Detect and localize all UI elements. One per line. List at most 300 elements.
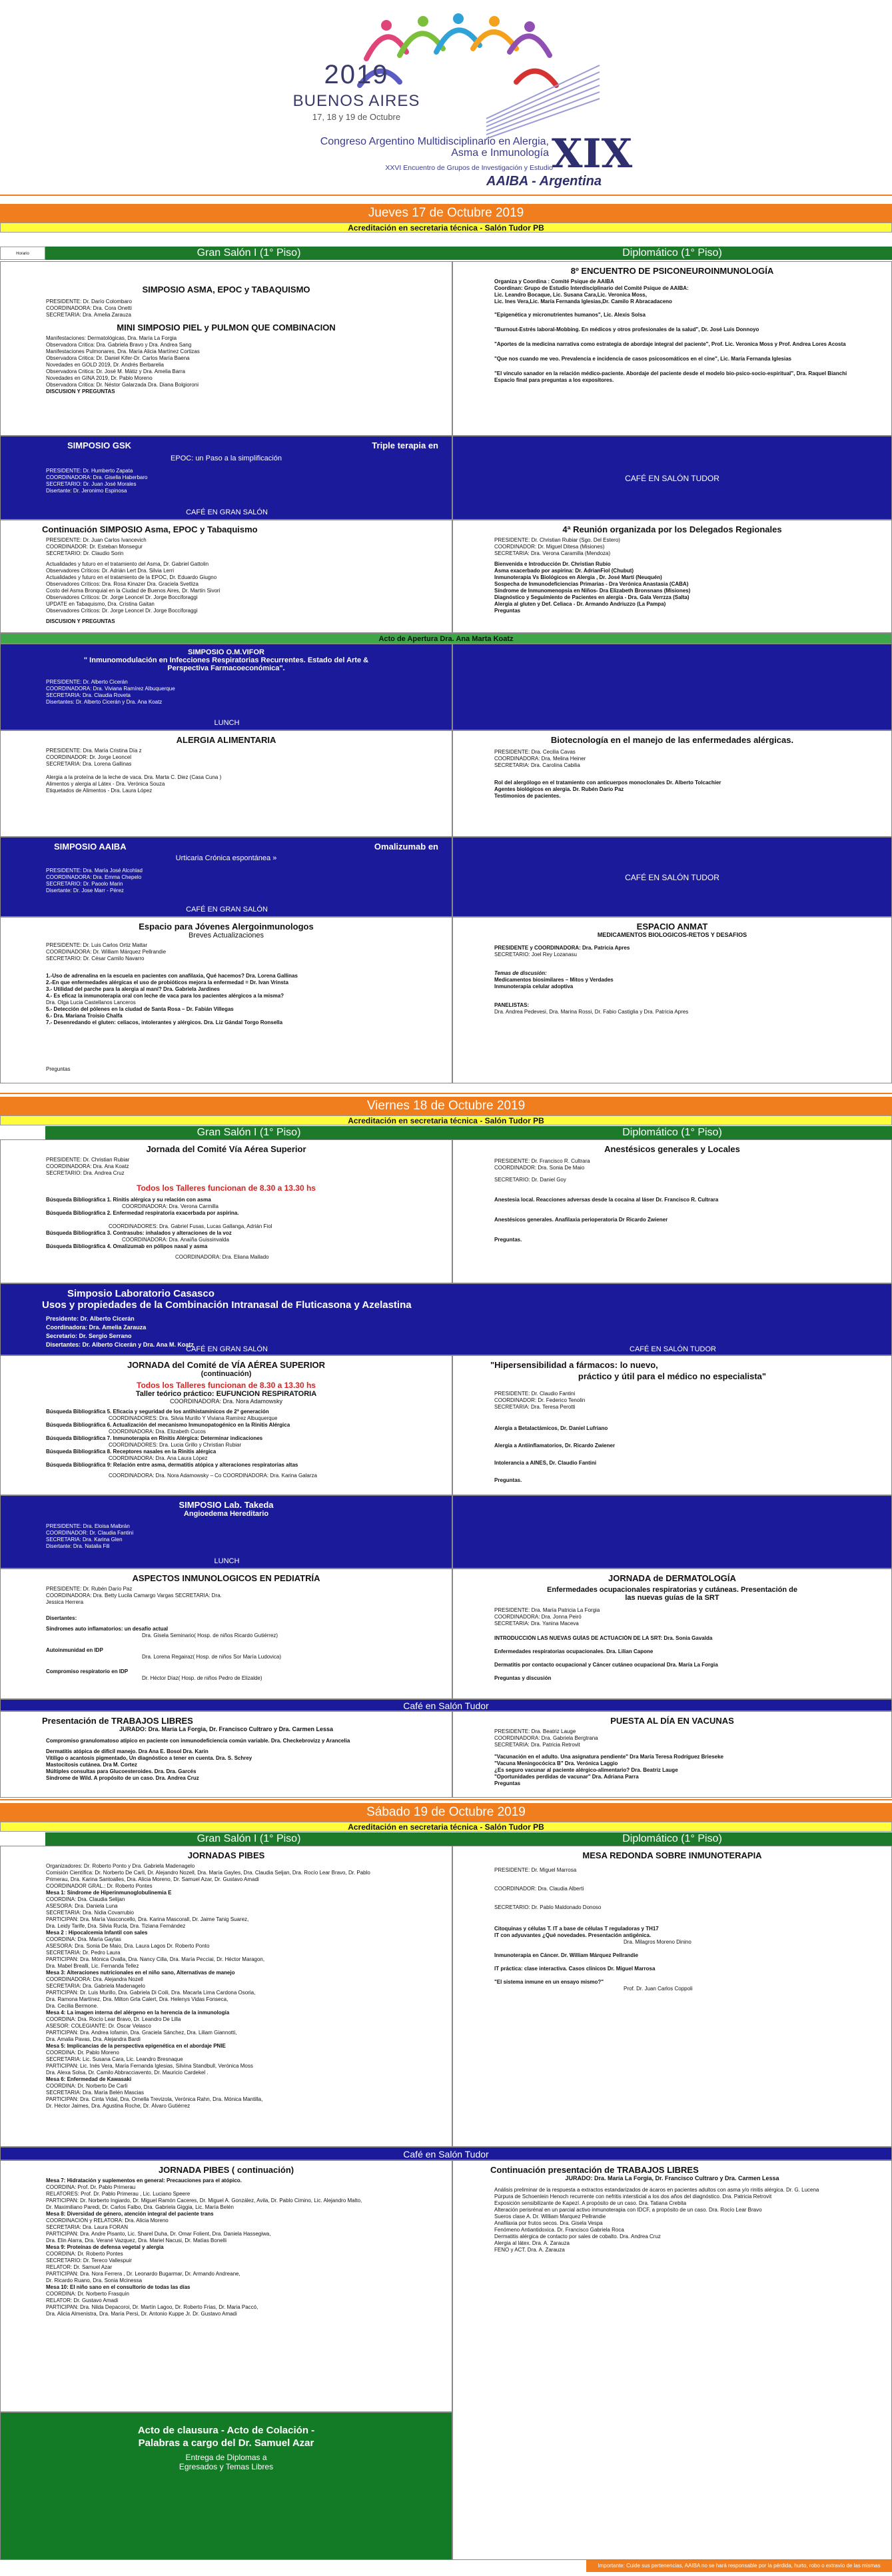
section-title: 4ª Reunión organizada por los Delegados Regionales [562, 524, 782, 534]
line: Compromiso granulomatoso atípico en paciente con inmunodeficiencia común variable. Dra. Checkebrovizz y Arancelia [46, 1738, 350, 1744]
line: Dra. Alexa Solsa, Dr. Camilo Abbracciavento, Dr. Mauricio Cardekel . [46, 2070, 209, 2076]
line: SECRETARIO: Dr. César Camilo Navarro [46, 956, 145, 962]
line: ASESORA: Dra. Daniela Luna [46, 1903, 118, 1909]
line: Síndromes auto inflamatorios: un desafío actual [46, 1626, 169, 1632]
line: Exposición sensibilizante de Kapezí. A propósito de un caso. Dra. Tatiana Crebita [494, 2200, 687, 2206]
sat-clausura-block [0, 2412, 452, 2560]
line: Dra. Cecilia Bermone. [46, 2003, 99, 2009]
line: SECRETARIA: Dra. Teresa Perotti [494, 1404, 576, 1410]
line: Dra. Mabel Brealli, Lic. Fernanda Tellez [46, 1963, 139, 1969]
line: SECRETARIA: Dra. Yanina Maceva [494, 1620, 579, 1626]
line: PRESIDENTE: Dra. Cecilia Cavas [494, 749, 576, 755]
gran-salon-header: Gran Salón I (1° Piso) [45, 247, 452, 260]
line: PRESIDENTE: Dr. Darío Colombaro [46, 299, 132, 305]
line: COORDINADOR: Dr. Miguel Ditesa (Misiones) [494, 544, 605, 550]
line: PRESIDENTE: Dr. Luis Carlos Ortiz Mattar [46, 942, 148, 948]
section-title: Omalizumab en [374, 842, 438, 852]
line: SECRETARIA: Dra. Lorena Gallinas [46, 761, 132, 767]
line: Entrega de Diplomas a [185, 2453, 267, 2462]
line: INTRODUCCIÓN LAS NUEVAS GUÍAS DE ACTUACIÓN DE LA SRT: Dra. Sonia Gavalda [494, 1635, 713, 1641]
city: BUENOS AIRES [292, 92, 420, 110]
line: Inmunoterapia Vs Biológicos en Alergia , Dr. José Martí (Neuquén) [494, 574, 662, 580]
taller-title: Taller teórico práctico: EUFUNCION RESPIRATORIA [135, 1390, 317, 1398]
fri-casasco-block [0, 1283, 892, 1355]
line: Fenómeno Antiantidoxica. Dr. Francisco Gabriela Roca [494, 2227, 624, 2233]
libres-lines [490, 2187, 891, 2254]
line: COORDINADOR GRAL.: Dr. Roberto Pontes [46, 1883, 153, 1889]
line: Búsqueda Bibliográfica 3. Contrasubs: inhalados y alteraciones de la voz [46, 1230, 232, 1236]
line: COORDINADORA: Dra. Viviana Ramírez Albuquerque [46, 686, 175, 692]
line: RELATOR: Dr. Samuel Azar [46, 2264, 113, 2270]
line: Diagnóstico y Seguimiento de Pacientes en alergia - Dra. Gala Verrzza (Salta) [494, 594, 689, 600]
line: Púrpura de Schoenlein Henoch recurrente con nefritis intersticial a los dos años del diagnóstico. Dra. Patricia Retrovit [494, 2194, 772, 2200]
line: PRESIDENTE: Dr. Rubén Darío Paz [46, 1586, 133, 1592]
congress-logo [286, 12, 633, 192]
section-title: JORNADA PIBES ( continuación) [158, 2165, 294, 2175]
diplomatico-header: Diplomático (1° Piso) [452, 1126, 892, 1139]
line: Egresados y Temas Libres [179, 2462, 274, 2471]
line: FENO y ACT. Dra. A. Zarauza [494, 2247, 565, 2253]
cafe-label: CAFÉ EN GRAN SALÓN [186, 906, 268, 914]
line: Inmunoterapia celular adoptiva [494, 983, 574, 989]
line: ¿Es seguro vacunar al paciente alérgico-alimentario? Dra. Beatriz Lauge [494, 1767, 678, 1773]
line: Intolerancia a AINES, Dr. Claudio Fantini [494, 1460, 597, 1466]
line: Autoinmunidad en IDP [46, 1647, 103, 1653]
line: PARTICIPAN: Dra. Andrea Iofamin, Dra. Graciela Sánchez, Dra. Liliam Giannotti, [46, 2030, 237, 2036]
line: Alergia al látex. Dra. A. Zarauza [494, 2240, 570, 2246]
divider [0, 1093, 892, 1094]
section-subtitle: MEDICAMENTOS BIOLOGICOS-RETOS Y DESAFIOS [597, 932, 747, 938]
sat-libres2-block [452, 2160, 892, 2560]
fri-pediatria-block [0, 1569, 452, 1699]
line: Observadores Críticos: Dr. Adrián Lert Dra. Silvia Lerri [46, 568, 175, 574]
line: Etiquetados de Alimentos - Dra. Laura López [46, 788, 153, 794]
thu-bio-block [452, 730, 892, 837]
section-title: Presentación de TRABAJOS LIBRES [42, 1716, 193, 1726]
fri-via-aerea-block [0, 1139, 452, 1283]
line: Disertante: Dra. Natalia Fili [46, 1543, 110, 1549]
line: Espacio final para preguntas a los expositores. [494, 377, 614, 383]
line: Sueros clase A. Dr. William Marquez Pellrandie [494, 2214, 606, 2220]
section-title: ESPACIO ANMAT [636, 922, 708, 932]
line: Lic. Leandro Bocaque, Lic. Susana Cara,Lic. Veronica Moss, [494, 292, 647, 298]
accreditation-bar: Acreditación en secretaria técnica - Salón Tudor PB [0, 1822, 892, 1832]
line: Preguntas. [494, 1237, 522, 1243]
section-subtitle: EPOC: un Paso a la simplificación [171, 454, 282, 462]
line: "Vacuna Meningocócica B" Dra. Verónica Laggio [494, 1760, 618, 1766]
lunch-label: LUNCH [214, 1557, 240, 1565]
section-title: Continuación presentación de TRABAJOS LIBRES [490, 2165, 699, 2175]
line: COORDINADORA: Dr. William Márquez Pellrandie [46, 949, 167, 955]
line: Asma exacerbado por aspirina: Dr. AdrianFiol (Chubut) [494, 568, 634, 574]
line: PARTICIPAN: Dr. Norberto Ingiardo, Dr. Miguel Ramón Caceres, Dr. Miguel A. González, Avila, Dr. Pablo Cimino, Lic. Alejandro Malto, [46, 2198, 362, 2204]
thu-vifor-block [0, 644, 452, 730]
line: Dra. Olga Lucia Castellanos Lanceros [46, 999, 136, 1005]
line: 2.-En que enfermedades alérgicas el uso de probióticos mejora la enfermedad = Dr. Ivan Vrinsta [46, 979, 288, 985]
apertura-bar: Acto de Apertura Dra. Ana Marta Koatz [0, 633, 892, 644]
line: SECRETARIO: Dr. Paoolo Marin [46, 881, 123, 887]
section-title: ALERGIA ALIMENTARIA [176, 735, 276, 745]
section-title: Biotecnología en el manejo de las enfermedades alérgicas. [550, 735, 794, 745]
line: "Aportes de la medicina narrativa como estrategia de abordaje integral del paciente", Prof. Lic. Veronica Moss y Prof. Andrea Lores Acosta [494, 341, 846, 347]
thu-asma-block [0, 261, 452, 436]
line: Búsqueda Bibliográfica 6. Actualización del mecanismo Inmunopatogénico en la Rinitis Alérgica [46, 1422, 290, 1428]
line: Agentes biológicos en alergia. Dr. Rubén Darío Paz [494, 786, 624, 792]
line: Observadora Critica: Dr. José M. Mátiz y Dra. Amelia Barra [46, 368, 185, 374]
line: Sospecha de Inmunodeficiencias Primarias - Dra Verónica Anastasia (CABA) [494, 581, 689, 587]
line: Mesa 4: La imagen interna del alérgeno en la herencia de la inmunología [46, 2010, 230, 2016]
time-header: Horario [0, 247, 45, 260]
line: Dra. Amalia Pavas, Dra. Alejandra Bardi [46, 2036, 141, 2042]
line: SECRETARIA: Dra. Karina Glen [46, 1537, 123, 1543]
section-title: SIMPOSIO ASMA, EPOC y TABAQUISMO [142, 285, 310, 295]
line: SECRETARIA: Dra. Nidia Covarrubio [46, 1910, 134, 1916]
line: Alergia a Antiinflamatorios, Dr. Ricardo Zwiener [494, 1443, 616, 1449]
line: Mesa 3: Alteraciones nutricionales en el niño sano, Alternativas de manejo [46, 1970, 235, 1976]
line: COORDINA: Dr. Norberto De Carli [46, 2083, 128, 2089]
line: PRESIDENTE: Dra. Beatriz Lauge [494, 1728, 576, 1734]
line: SECRETARIA: Dr. Pedro Laura [46, 1950, 121, 1956]
line: COORDINADOR: Dr. Jorge Leoncel [46, 754, 132, 760]
line: Lic. Ines Vera,Lic. María Fernanda Iglesias,Dr. Camilo R Abracadaceno [494, 299, 672, 305]
line: COORDINADOR: Dr. Federico Tenolin [494, 1397, 586, 1403]
line: Análisis preliminar de la respuesta a extractos estandarizados de ácaros en pacientes adultos con asma y/o rinitis alérgica. Dr. G. Lucena [494, 2187, 819, 2193]
thu-cafe-tudor: CAFÉ EN SALÓN TUDOR [452, 436, 892, 520]
jurado: JURADO: Dra. María La Forgia, Dr. Francisco Cultraro y Dra. Carmen Lessa [565, 2175, 779, 2182]
line: Bienvenida e Introducción Dr. Christian Rubio [494, 561, 611, 567]
line: Preguntas. [494, 1477, 522, 1483]
line: SECRETARIA: Dra. Verona Caramilla (Mendoza) [494, 550, 611, 556]
divider [0, 195, 892, 196]
line: PARTICIPAN: Dra. Nilda Depacoroi, Dr. Martín Lagoo, Dr. Roberto Frias, Dr. Maria Paccó, [46, 2304, 258, 2310]
fri-lunch-right [452, 1495, 892, 1569]
section-title: Acto de clausura - Acto de Colación - [137, 2425, 315, 2436]
line: PRESIDENTE y COORDINADORA: Dra. Patricia Apres [494, 945, 630, 951]
line: COORDINADORA: Dra. Verona Carmilla [122, 1203, 219, 1209]
line: COORDINADORA: Dra. Alejandra Nozell [46, 1976, 143, 1982]
line: SECRETARIO: Dr. Juan José Morales [46, 481, 137, 487]
line: Mesa 9: Proteínas de defensa vegetal y alergia [46, 2244, 164, 2250]
cafe-label: CAFÉ EN SALÓN TUDOR [630, 1345, 716, 1353]
line: Manifestaciones: Dermatológicas, Dra. María La Forgia [46, 335, 177, 341]
dates: 17, 18 y 19 de Octubre [312, 112, 401, 122]
line: PRESIDENTE: Dra. Eloisa Malbrán [46, 1523, 130, 1529]
section-title: SIMPOSIO AAIBA [54, 842, 127, 852]
line: COORDINADORA: Dra. Elizabeth Cucos [109, 1429, 206, 1435]
section-title: "Hipersensibilidad a fármacos: lo nuevo, [490, 1360, 658, 1370]
section-title: PUESTA AL DÍA EN VACUNAS [610, 1716, 734, 1726]
thu-anmat-block [452, 917, 892, 1083]
line: PRESIDENTE: Dr. Humberto Zapata [46, 468, 133, 474]
line: Preguntas [46, 1066, 71, 1072]
line: Preguntas [494, 608, 521, 614]
line: Observadores Críticos: Dr. Jorge Leoncel Dr. Jorge Bocciforaggi [46, 608, 198, 614]
line: Actualidades y futuro en el tratamiento del Asma, Dr. Gabriel Gattolin [46, 561, 209, 567]
line: Presidente: Dr. Alberto Cicerán [46, 1315, 135, 1322]
accreditation-bar: Acreditación en secretaria técnica - Salón Tudor PB [0, 223, 892, 233]
line: PRESIDENTE: Dr. Claudio Fantini [494, 1391, 576, 1397]
line: SECRETARIA: Dra. Claudia Roveta [46, 692, 131, 698]
line: "El sistema inmune en un ensayo mismo?" [494, 1979, 604, 1985]
line: Mesa 1: Síndrome de Hiperinmunoglobulinemia E [46, 1890, 172, 1896]
line: 6.- Dra. Mariana Troisio Chalfa [46, 1013, 123, 1019]
line: Mesa 2 : Hipocalcemia Infantil con sales [46, 1930, 148, 1936]
line: Citoquinas y células T. IT a base de células T reguladoras y TH17 [494, 1926, 659, 1932]
line: Temas de discusión: [494, 970, 547, 976]
edition-number: XIX [552, 131, 633, 177]
section-title: JORNADAS PIBES [187, 1850, 265, 1860]
line: COORDINADORA: Dra. Anaíña Guissinvalda [122, 1237, 229, 1243]
line: PARTICIPAN: Dra. Mónica Ovalla, Dra. Nancy Cilla, Dra. María Pecciai, Dr. Héctor Maragon, [46, 1956, 265, 1962]
line: Costo del Asma Bronquial en la Ciudad de Buenos Aires, Dr. Martín Sivori [46, 588, 221, 594]
jurado: JURADO: Dra. María La Forgia, Dr. Francisco Cultraro y Dra. Carmen Lessa [119, 1726, 334, 1732]
line: Observadora Critica: Dr. Néstor Galarzada Dra. Diana Bolgioroni [46, 382, 199, 388]
line: "Que nos cuando me veo. Prevalencia e incidencia de casos psicosomáticos en el cine", Lic. María Fernanda Iglesias [494, 356, 791, 362]
line: COORDINADORA: Dra. Ana Koatz [46, 1163, 129, 1169]
section-subtitle: práctico y útil para el médico no especialista" [578, 1371, 767, 1381]
thu-cont-block [0, 520, 452, 633]
line: Múltiples consultas para Glucoesteroides. Dra. Dra. Garcés [46, 1768, 197, 1774]
fri-derma-block [452, 1569, 892, 1699]
cafe-label: CAFÉ EN GRAN SALÓN [186, 1345, 268, 1353]
line: Dra. Lorena Regairaz( Hosp. de niños Sor María Ludovica) [142, 1654, 281, 1660]
line: Disertantes: [46, 1615, 77, 1621]
thu-reunion-block [452, 520, 892, 633]
section-title: Jornada del Comité Vía Aérea Superior [146, 1144, 306, 1154]
line: SECRETARIO: Dr. Daniel Goy [494, 1177, 566, 1183]
encuentro-title: XXVI Encuentro de Grupos de Investigación y Estudio [385, 164, 553, 172]
line: COORDINADORA: Dra. Eliana Mallado [175, 1254, 269, 1260]
line: Dr. Ricardo Ruano, Dra. Sonia Mcinessa [46, 2277, 143, 2283]
line: Coordinan: Grupo de Estudio Interdisciplinario del Comité Psique de AAIBA: [494, 285, 689, 291]
day-title-saturday: Sábado 19 de Octubre 2019 [0, 1803, 892, 1822]
line: SECRETARIO: Dr. Claudio Sorin [46, 550, 124, 556]
line: Alimentos y alergia al Látex - Dra. Verónica Souza [46, 781, 165, 787]
line: COORDINADORES: Dra. Gabriel Fusas, Lucas Gallanga, Adrián Fiol [109, 1223, 272, 1229]
line: Síndrome de Inmunomenopsia en Niños- Dra Elizabeth Bronsnans (Misiones) [494, 588, 691, 594]
line: Anafilaxia por frutos secos. Dra. Gisela Vespa [494, 2220, 603, 2226]
accreditation-bar: Acreditación en secretaria técnica - Salón Tudor PB [0, 1115, 892, 1125]
line: SECRETARIO: Dr. Tereco Vallespuir [46, 2257, 132, 2263]
line: COORDINACIÓN y RELATORA: Dra. Alicia Moreno [46, 2218, 169, 2224]
line: Mesa 6: Enfermedad de Kawasaki [46, 2076, 132, 2082]
line: COORDINADOR: Dr. Esteban Monsegur [46, 544, 143, 550]
line: COORDINADORES: Dra. Lucia Grillo y Christian Rubiar [109, 1442, 242, 1448]
line: COORDINADOR: Dra. Claudia Alberti [494, 1886, 584, 1892]
line: "Vacunación en el adulto. Una asignatura pendiente" Dra María Teresa Rodríguez Brieseke [494, 1754, 723, 1760]
line: Manifestaciones Pulmonares, Dra. María Alicia Martínez Cortizas [46, 348, 200, 354]
line: COORDINADORA: Dra. Gabriela Bergtrana [494, 1735, 598, 1741]
section-title: Espacio para Jóvenes Alergoinmunologos [139, 922, 314, 932]
pibes-lines [42, 1863, 452, 2110]
line: COORDINA: Dra. Rocío Lear Bravo, Dr. Leandro De Lilla [46, 2016, 181, 2022]
line: Mesa 5: Implicancias de la perspectiva epigenética en el abordaje PNIE [46, 2043, 226, 2049]
fri-libres-block [0, 1711, 452, 1798]
line: Observadora Critica: Dra. Gabriela Bravo y Dra. Andrea Sang [46, 342, 192, 348]
line: 7.- Desenredando el gluten: celiacos, intolerantes y alérgicos. Dra. Liz Gándal Torgo Ronsella [46, 1019, 283, 1025]
talleres-notice: Todos los Talleres funcionan de 8.30 a 13.30 hs [137, 1183, 316, 1193]
line: Dra. Leidy Tarife, Dra. Silvia Rucla, Dra. Tiziana Fernández [46, 1923, 186, 1929]
line: SECRETARIA: Dra. Patricia Retrovit [494, 1742, 580, 1748]
line: Dra. Milagros Moreno Dinino [624, 1939, 691, 1945]
line: Alergia al gluten y Def. Celiaca - Dr. Armando Andriuzzo (La Pampa) [494, 601, 666, 607]
line: PARTICIPAN: Dr. Luis Murillo, Dra. Gabriela Di Coili, Dra. Macarla Lima Cardona Osoria, [46, 1990, 256, 1996]
fri-hiper-block [452, 1355, 892, 1495]
section-title: ASPECTOS INMUNOLOGICOS EN PEDIATRÍA [132, 1573, 320, 1583]
line: RELATOR: Dr. Gustavo Amadi [46, 2297, 119, 2303]
sat-inmunoterapia-block [452, 1846, 892, 2147]
line: Vitiligo o acantosis pigmentado, Un diagnóstico a tener en cuenta. Dra. S. Schrey [46, 1755, 252, 1761]
section-title: SIMPOSIO GSK [67, 440, 132, 450]
line: COORDINADOR: Dr. Claudia Fantini [46, 1530, 134, 1536]
section-subtitle: Angioedema Hereditario [183, 1510, 269, 1518]
line: RELATORES: Prof. Dr. Pablo Primerau , Lic. Luciano Speere [46, 2191, 191, 2197]
line: PRESIDENTE: Dr. Christian Rubiar [46, 1157, 130, 1163]
line: SECRETARIA: Dra. Gabriela Madenagelo [46, 1983, 145, 1989]
line: Preguntas y discusión [494, 1675, 552, 1681]
section-title: MESA REDONDA SOBRE INMUNOTERAPIA [582, 1850, 762, 1860]
line: COORDINADORA: Dra. Gisella Haberbaro [46, 474, 148, 480]
line: Enfermedades respiratorias ocupacionales. Dra. Lilian Capone [494, 1648, 654, 1654]
line: Comisión Científica: Dr. Norberto De Carli, Dr. Alejandro Nozell, Dra. María Gayles, Dra. Claudia Seljan, Dra. Rocío Lear Bravo, Dr. Pablo [46, 1870, 370, 1876]
line: Secretario: Dr. Sergio Serrano [46, 1333, 132, 1339]
fri-cafe-bar: Café en Salón Tudor [0, 1699, 892, 1711]
line: COORDINA: Dr. Pablo Moreno [46, 2050, 119, 2056]
line: COORDINA: Dra. María Gaytas [46, 1936, 121, 1942]
line: Coordinadora: Dra. Amelia Zarauza [46, 1324, 147, 1331]
line: Alergia a Betalactámicos, Dr. Daniel Lufriano [494, 1425, 608, 1431]
line: Mastocitosis cutánea. Dra M. Cortez [46, 1762, 137, 1768]
line: Disertante: Dr. Jose Marr - Pérez [46, 888, 124, 894]
line: PRESIDENTE: Dra. María Patricia La Forgia [494, 1607, 600, 1613]
section-title: Continuación SIMPOSIO Asma, EPOC y Tabaquismo [42, 524, 258, 534]
thu-jovenes-block [0, 917, 452, 1083]
fri-vacunas-block [452, 1711, 892, 1798]
talleres-notice: Todos los Talleres funcionan de 8.30 a 13.30 hs [137, 1381, 316, 1390]
line: COORDINADORA: Dra. Betty Lucila Camargo Vargas SECRETARIA: Dra. [46, 1593, 222, 1599]
line: DISCUSION Y PREGUNTAS [46, 618, 115, 624]
line: SECRETARIA: Dra. Amelia Zarauza [46, 312, 131, 318]
line: SECRETARIO: Dr. Pablo Maldonado Donoso [494, 1904, 602, 1910]
line: ASESORA: Dra. Sonia De Maio, Dra. Laura Lagos Dr. Roberto Ponto [46, 1943, 210, 1949]
line: "Epigenética y micronutrientes humanos", Lic. Alexis Solsa [494, 312, 646, 318]
line: PRESIDENTE: Dr. Christian Rubiar (Sgo. Del Estero) [494, 537, 620, 543]
taller-coord: COORDINADORA: Dra. Nora Adamowsky [169, 1398, 283, 1405]
line: SECRETARIO: Joel Rey Lozanasu [494, 952, 577, 958]
line: Dr. Héctor Jaimes, Dra. Agustina Roche, Dr. Álvaro Gutiérrez [46, 2103, 191, 2109]
line: Rol del alergólogo en el tratamiento con anticuerpos monoclonales Dr. Alberto Tolcachier [494, 780, 721, 786]
section-subtitle: Breves Actualizaciones [188, 932, 264, 940]
line: ASESOR: COLEGIANTE: Dr. Óscar Velasco [46, 2023, 151, 2029]
fri-takeda-block [0, 1495, 452, 1569]
line: PANELISTAS: [494, 1002, 530, 1008]
line: PARTICIPAN: Dra. Nora Ferrera , Dr. Leonardo Bugarmar, Dr. Armando Andreane, [46, 2271, 240, 2277]
line: 4.- Es eficaz la inmunoterapia oral con leche de vaca para los pacientes alérgicos a la misma? [46, 993, 284, 999]
line: COORDINA: Prof. Dr. Pablo Primerau [46, 2184, 136, 2190]
line: Síndrome de Wild. A propósito de un caso. Dra. Andrea Cruz [46, 1775, 199, 1781]
sat-pibes-block [0, 1846, 452, 2147]
year: 2019 [324, 60, 389, 89]
line: COORDINADORA: Dra. Jonna Peiró [494, 1614, 582, 1620]
section-subtitle: Usos y propiedades de la Combinación Intranasal de Fluticasona y Azelastina [42, 1299, 412, 1311]
line: PRESIDENTE: Dra. María José Alcohlad [46, 868, 143, 874]
day-title-friday: Viernes 18 de Octubre 2019 [0, 1097, 892, 1115]
line: Jessica Herrera [46, 1599, 84, 1605]
sat-cafe-bar: Café en Salón Tudor [0, 2147, 892, 2160]
diplomatico-header: Diplomático (1° Piso) [452, 247, 892, 260]
line: Compromiso respiratorio en IDP [46, 1668, 129, 1674]
line: 5.- Detección del pólenes en la ciudad de Santa Rosa – Dr. Fabián Villegas [46, 1006, 234, 1012]
line: PRESIDENTE: Dr. Juan Carlos Ivancevich [46, 537, 147, 543]
footer-warning: Importante: Cuide sus pertenencias, AAIBA no se hará responsable por la pérdida, hurto, robo o extravío de las mismas [586, 2560, 892, 2572]
line: Alergia a la proteína de la leche de vaca. Dra. Marta C. Diez (Casa Cuna ) [46, 774, 222, 780]
line: Dr. Maximiliano Paredi, Dr. Carlos Falbo, Dra. Gabriela Giggia, Lic. María Belén [46, 2204, 234, 2210]
line: Preguntas [494, 1780, 521, 1786]
line: Dermatitis por contacto ocupacional y Cáncer cutáneo ocupacional Dra. María La Forgia [494, 1662, 718, 1668]
line: 1.-Uso de adrenalina en la escuela en pacientes con anafilaxia, Qué hacemos? Dra. Lorena Gallinas [46, 973, 298, 979]
line: PARTICIPAN: Lic. Inés Vera, María Fernanda Iglesias, Silvina Standbull, Verónica Moss [46, 2063, 253, 2069]
section-subtitle: MINI SIMPOSIO PIEL y PULMON QUE COMBINACION [117, 322, 336, 332]
line: DISCUSION Y PREGUNTAS [46, 388, 115, 394]
line: Mesa 7: Hidratación y suplementos en general: Precauciones para el atópico. [46, 2178, 242, 2184]
line: Primerau, Dra. Karina Santoalles, Dra. Alicia Moreno, Dr. Samuel Azar, Dr. Gustavo Amadi [46, 1876, 259, 1882]
line: PARTICIPAN: Dra. Cinta Vidal, Dra. Ornella Trevizola, Verónica Rahn, Dra. Mónica Mantilla, [46, 2096, 263, 2102]
line: Dra. Gisela Seminario( Hosp. de niños Ricardo Gutiérrez) [142, 1632, 278, 1638]
fri-anestesicos-block [452, 1139, 892, 1283]
line: Búsqueda Bibliográfica 2. Enfermedad respiratoria exacerbada por aspirina. [46, 1210, 239, 1216]
line: Organiza y Coordina : Comité Psique de AAIBA [494, 279, 614, 285]
line: PRESIDENTE: Dr. Alberto Cicerán [46, 679, 128, 685]
line: "El vínculo sanador en la relación médico-paciente. Abordaje del paciente desde el modelo bio-psico-socio-espiritual", Dra. Raquel Bianchi [494, 370, 847, 376]
line: Testimonios de pacientes. [494, 793, 561, 799]
line: COORDINA: Dr. Roberto Pontes [46, 2251, 123, 2257]
org-name: AAIBA - Argentina [486, 174, 602, 189]
diplomatico-header: Diplomático (1° Piso) [452, 1832, 892, 1846]
line: Prof. Dr. Juan Carlos Coppoli [624, 1986, 693, 1992]
line: COORDINADORES: Dra. Silvia Murillo Y Viviana Ramírez Albuquerque [109, 1415, 278, 1421]
pibes-cont-lines [42, 2178, 452, 2317]
line: SECRETARIA: Lic. Susana Cara, Lic. Leandro Bresnaque [46, 2056, 183, 2062]
gran-salon-header: Gran Salón I (1° Piso) [45, 1126, 452, 1139]
line: COORDINADORA: Dra. Melina Heiner [494, 756, 586, 762]
thu-alergia-block [0, 730, 452, 837]
line: Inmunoterapia en Cáncer. Dr. William Márquez Pellrandie [494, 1952, 638, 1958]
line: Búsqueda Bibliográfica 1. Rinitis alérgica y su relación con asma [46, 1197, 211, 1203]
line: Búsqueda Bibliográfica 9: Relación entre asma, dermatitis atópica y alteraciones respiratorias altas [46, 1462, 298, 1468]
fri-jornada2-block [0, 1355, 452, 1495]
line: PARTICIPAN: Dra. María Vasconcello, Dra. Karina Mascorall, Dr. Jaime Tanig Suarez, [46, 1916, 249, 1922]
line: PRESIDENTE: Dr. Miguel Marrosa [494, 1867, 577, 1873]
line: IT práctica: clase interactiva. Casos clínicos Dr. Miguel Marrosa [494, 1966, 656, 1972]
line: UPDATE en Tabaquismo, Dra. Cristina Gaitan [46, 601, 155, 607]
line: 3.- Utilidad del parche para la alergia al maní? Dra. Gabriela Jardines [46, 986, 220, 992]
thu-cafe-tudor-2: CAFÉ EN SALÓN TUDOR [452, 837, 892, 917]
line: Dr. Héctor Díaz( Hosp. de niños Pedro de Elizalde) [142, 1675, 262, 1681]
line: Disertante: Dr. Jeronimo Espinosa [46, 488, 127, 494]
section-title: JORNADA de DERMATOLOGÍA [608, 1573, 736, 1583]
section-subtitle: " Inmunomodulación en Infecciones Respiratorias Recurrentes. Estado del Arte & Perspectiva Farmacoeconómica". [83, 656, 369, 672]
section-subtitle: Enfermedades ocupacionales respiratorias y cutáneas. Presentación de las nuevas guías de la SRT [547, 1586, 797, 1602]
cafe-label: CAFÉ EN GRAN SALÓN [186, 508, 268, 516]
section-title: SIMPOSIO O.M.VIFOR [188, 648, 264, 656]
line: PRESIDENTE: Dr. Francisco R. Cultrara [494, 1158, 590, 1164]
line: SECRETARIA: Dra. Laura FORAN [46, 2224, 128, 2230]
line: Anestesia local. Reacciones adversas desde la cocaína al láser Dr. Francisco R. Cultrara [494, 1197, 719, 1203]
line: IT con adyuvantes ¿Qué novedades. Presentación antigénica. [494, 1932, 652, 1938]
section-subtitle: Palabras a cargo del Dr. Samuel Azar [138, 2437, 314, 2449]
lunch-label: LUNCH [214, 719, 240, 727]
line: Búsqueda Bibliográfica 4. Omalizumab en pólipos nasal y asma [46, 1243, 208, 1249]
